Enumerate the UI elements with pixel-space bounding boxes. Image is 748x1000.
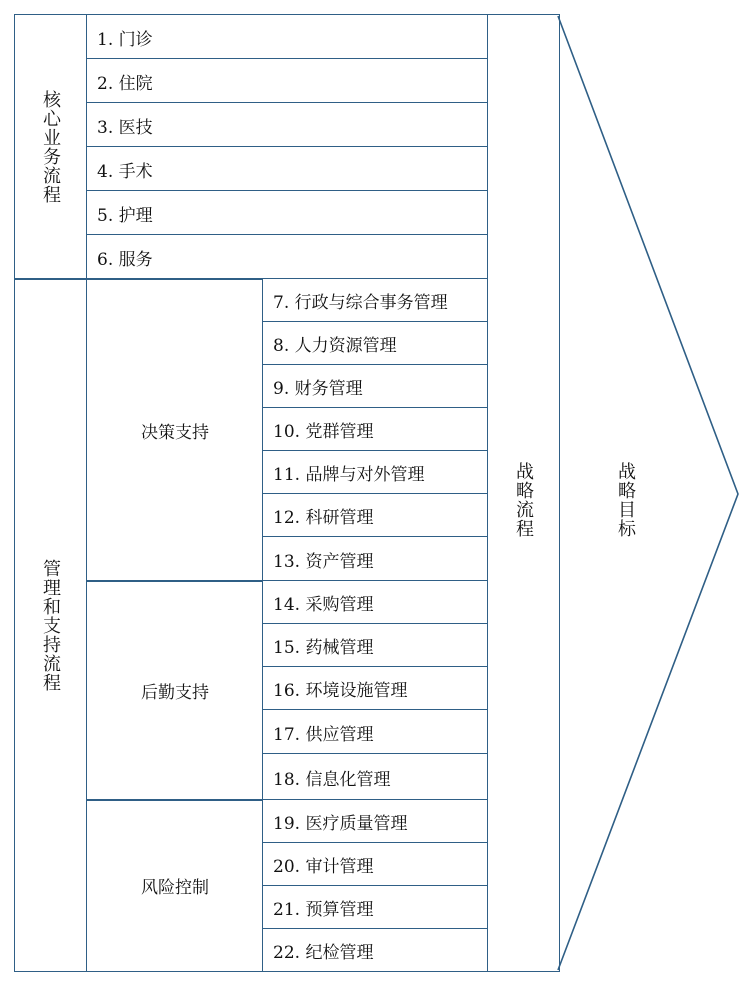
mgmt-item: 9. 财务管理 — [262, 364, 488, 409]
core-item: 1. 门诊 — [86, 14, 488, 60]
mgmt-item: 18. 信息化管理 — [262, 753, 488, 801]
core-item: 4. 手术 — [86, 146, 488, 192]
mgmt-item: 12. 科研管理 — [262, 493, 488, 538]
mgmt-item: 11. 品牌与对外管理 — [262, 450, 488, 495]
mgmt-item: 17. 供应管理 — [262, 709, 488, 755]
mgmt-item: 13. 资产管理 — [262, 536, 488, 582]
mgmt-item: 8. 人力资源管理 — [262, 321, 488, 366]
mgmt-item: 14. 采购管理 — [262, 580, 488, 625]
group-label-decision: 决策支持 — [141, 422, 209, 443]
core-process-label: 核心业务流程 — [40, 90, 61, 204]
group-label-logistics: 后勤支持 — [141, 683, 209, 703]
core-item: 2. 住院 — [86, 58, 488, 104]
strategy-process-label: 战略流程 — [513, 462, 534, 538]
mgmt-item: 15. 药械管理 — [262, 623, 488, 668]
mgmt-item: 7. 行政与综合事务管理 — [262, 278, 488, 323]
mgmt-item: 22. 纪检管理 — [262, 928, 488, 972]
core-item: 3. 医技 — [86, 102, 488, 148]
core-item: 6. 服务 — [86, 234, 488, 280]
mgmt-item: 21. 预算管理 — [262, 885, 488, 930]
mgmt-item: 20. 审计管理 — [262, 842, 488, 887]
mgmt-item: 19. 医疗质量管理 — [262, 799, 488, 844]
strategy-goal-label: 战略目标 — [615, 462, 636, 538]
core-item: 5. 护理 — [86, 190, 488, 236]
mgmt-item: 16. 环境设施管理 — [262, 666, 488, 711]
mgmt-process-label: 管理和支持流程 — [40, 558, 61, 692]
mgmt-item: 10. 党群管理 — [262, 407, 488, 452]
group-label-risk: 风险控制 — [141, 878, 209, 898]
